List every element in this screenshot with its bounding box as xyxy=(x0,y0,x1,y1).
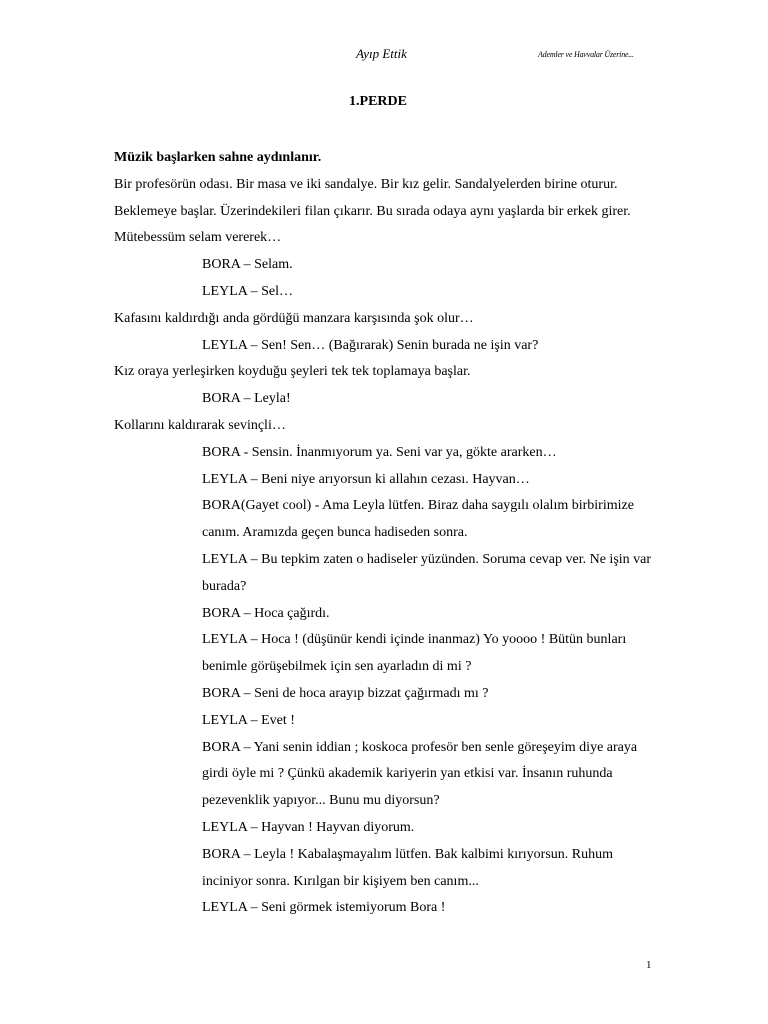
stage-direction: Kız oraya yerleşirken koyduğu şeyleri tek tek toplamaya başlar. xyxy=(114,364,471,380)
dialogue-line: BORA – Leyla! xyxy=(202,391,291,407)
dialogue-line: LEYLA – Sel… xyxy=(202,283,293,299)
dialogue-line: BORA – Selam. xyxy=(202,257,293,273)
stage-direction: Kollarını kaldırarak sevinçli… xyxy=(114,417,286,433)
stage-direction-opening: Müzik başlarken sahne aydınlanır. xyxy=(114,150,322,165)
stage-direction: Kafasını kaldırdığı anda gördüğü manzara karşısında şok olur… xyxy=(114,310,474,326)
dialogue-line: BORA – Hoca çağırdı. xyxy=(202,605,330,621)
dialogue-line: BORA - Sensin. İnanmıyorum ya. Seni var ya, gökte ararken… xyxy=(202,444,557,460)
script-body xyxy=(114,145,654,922)
act-title: 1.PERDE xyxy=(349,94,407,109)
dialogue-line: BORA – Yani senin iddian ; koskoca profesör ben senle göreşeyim diye araya girdi öyle mi ? Çünkü akademik kariyerin yan etkisi var. İnsanın ruhunda pezevenklik yapıyor... Bunu mu diyorsun? xyxy=(202,739,638,809)
dialogue-line: LEYLA – Hayvan ! Hayvan diyorum. xyxy=(202,819,415,835)
page-number: 1 xyxy=(646,959,652,971)
dialogue-line: LEYLA – Hoca ! (düşünür kendi içinde inanmaz) Yo yoooo ! Bütün bunları benimle görüşebilmek için sen ayarladın di mi ? xyxy=(202,632,627,675)
dialogue-line: LEYLA – Seni görmek istemiyorum Bora ! xyxy=(202,900,446,916)
dialogue-line: LEYLA – Bu tepkim zaten o hadiseler yüzünden. Soruma cevap ver. Ne işin var burada? xyxy=(202,551,652,594)
dialogue-line: LEYLA – Evet ! xyxy=(202,712,295,728)
stage-direction: Bir profesörün odası. Bir masa ve iki sandalye. Bir kız gelir. Sandalyelerden birine oturur. Beklemeye başlar. Üzerindekileri filan çıkarır. Bu sırada odaya aynı yaşlarda bir erkek girer. Mütebessüm selam vererek… xyxy=(114,176,631,246)
running-header-subtitle: Ademler ve Havvalar Üzerine... xyxy=(538,50,634,59)
dialogue-line: LEYLA – Sen! Sen… (Bağırarak) Senin burada ne işin var? xyxy=(202,337,539,353)
dialogue-line: BORA – Leyla ! Kabalaşmayalım lütfen. Bak kalbimi kırıyorsun. Ruhum inciniyor sonra. Kırılgan bir kişiyem ben canım... xyxy=(202,846,613,889)
running-header-title: Ayıp Ettik xyxy=(356,46,407,61)
dialogue-line: BORA(Gayet cool) - Ama Leyla lütfen. Biraz daha saygılı olalım birbirimize canım. Aramızda geçen bunca hadiseden sonra. xyxy=(202,498,634,541)
dialogue-line: LEYLA – Beni niye arıyorsun ki allahın cezası. Hayvan… xyxy=(202,471,530,487)
dialogue-line: BORA – Seni de hoca arayıp bizzat çağırmadı mı ? xyxy=(202,685,489,701)
